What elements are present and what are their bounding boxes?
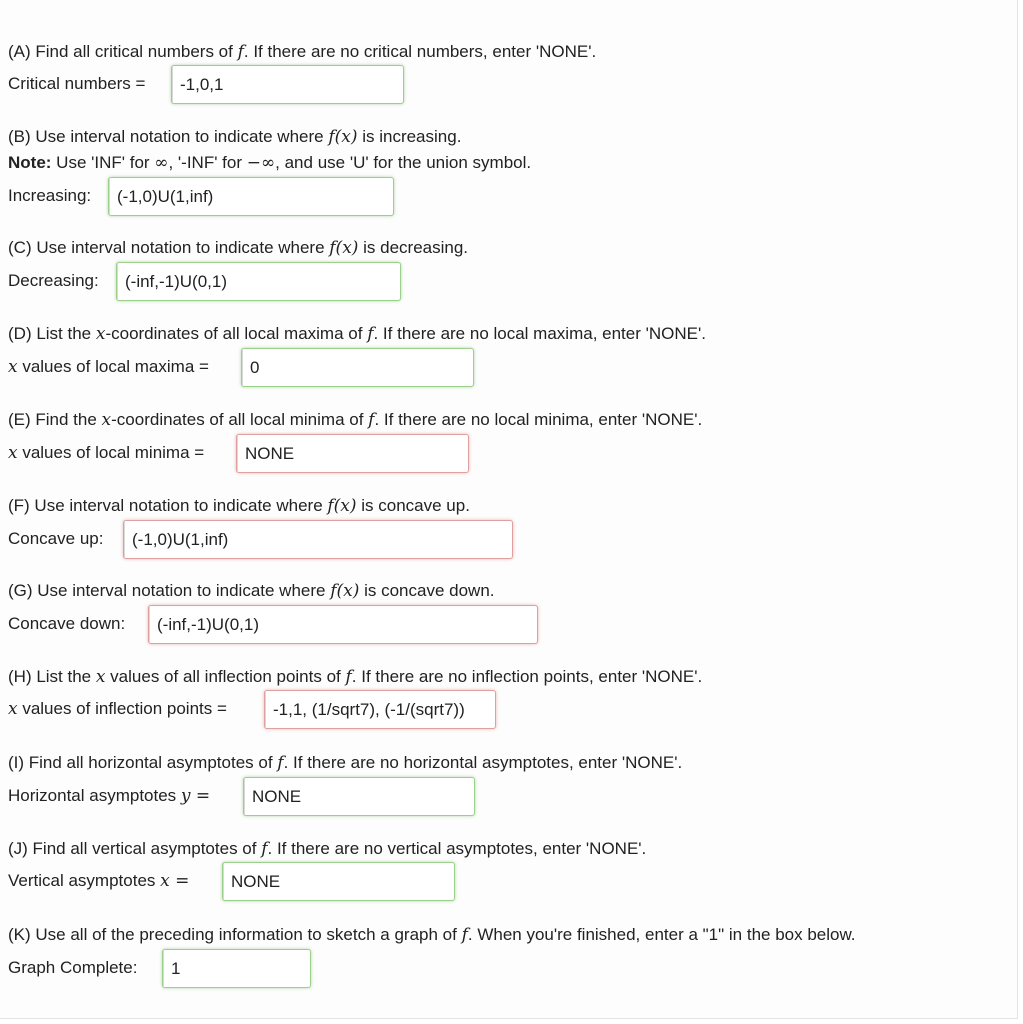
question-c [8,238,468,258]
equals-sign: = [169,871,190,891]
question-j [8,839,646,859]
math-fx: f(x) [330,581,360,601]
label-text: Vertical asymptotes [8,871,161,890]
decreasing-input[interactable]: (-inf,-1)U(0,1) [116,262,401,301]
label-text: Horizontal asymptotes [8,786,181,805]
question-text: values of all inflection points of [105,667,346,686]
question-text: (A) Find all critical numbers of [8,42,238,61]
math-x: x [8,443,18,463]
math-x: x [95,324,106,344]
question-a [8,42,596,62]
note-label: Note: [8,153,52,172]
question-text: (I) Find all horizontal asymptotes of [8,753,278,772]
question-text: (C) Use interval notation to indicate where [8,238,330,257]
math-x: x [160,871,170,891]
label-concave-down: Concave down: [8,614,126,633]
math-x: x [101,410,112,430]
question-text: is concave up. [356,496,470,515]
question-text: (K) Use all of the preceding information to sketch a graph of [8,925,462,944]
question-text: (F) Use interval notation to indicate where [8,496,328,515]
question-text: (D) List the [8,324,96,343]
local-minima-input[interactable]: NONE [236,434,469,473]
inflection-points-input[interactable]: -1,1, (1/sqrt7), (-1/(sqrt7)) [264,690,496,729]
label-critical-numbers: Critical numbers = [8,74,146,93]
neg-infinity-symbol: −∞ [246,153,276,173]
label-concave-up: Concave up: [8,529,104,548]
question-text: is increasing. [357,127,462,146]
question-k [8,925,856,945]
question-text: . If there are no local maxima, enter 'NONE'. [373,324,706,343]
infinity-symbol: ∞ [154,153,169,173]
math-f: f [367,324,374,344]
question-text: (E) Find the [8,410,102,429]
question-text: . If there are no inflection points, enter 'NONE'. [351,667,703,686]
math-y: y [180,786,191,806]
note-part: , '-INF' for [168,153,247,172]
question-text: (H) List the [8,667,96,686]
question-e [8,410,702,430]
question-text: . When you're finished, enter a "1" in the box below. [467,925,856,944]
question-i [8,753,682,773]
question-f [8,496,470,516]
question-text: -coordinates of all local maxima of [105,324,368,343]
question-text: . If there are no local minima, enter 'NONE'. [374,410,703,429]
note-part: Use 'INF' for [51,153,155,172]
math-f: f [461,925,468,945]
question-text: is concave down. [359,581,495,600]
math-fx: f(x) [327,496,357,516]
question-text: (B) Use interval notation to indicate where [8,127,329,146]
label-inflection-points [8,699,227,719]
label-graph-complete: Graph Complete: [8,958,138,977]
label-vertical-asymptotes [8,871,189,891]
label-text: values of inflection points = [17,699,227,718]
question-text: . If there are no critical numbers, enter 'NONE'. [243,42,597,61]
math-fx: f(x) [328,127,358,147]
question-b [8,127,461,147]
math-x: x [95,667,106,687]
question-text: is decreasing. [358,238,469,257]
local-maxima-input[interactable]: 0 [241,348,474,387]
question-h [8,667,702,687]
question-text: . If there are no vertical asymptotes, enter 'NONE'. [267,839,647,858]
math-x: x [8,357,18,377]
increasing-input[interactable]: (-1,0)U(1,inf) [108,177,394,216]
label-decreasing: Decreasing: [8,271,99,290]
math-f: f [368,410,375,430]
graph-complete-input[interactable]: 1 [162,949,311,988]
question-text: -coordinates of all local minima of [111,410,369,429]
math-f: f [261,839,268,859]
label-text: values of local minima = [17,443,205,462]
concave-up-input[interactable]: (-1,0)U(1,inf) [123,520,513,559]
critical-numbers-input[interactable]: -1,0,1 [171,65,404,104]
math-fx: f(x) [329,238,359,258]
math-f: f [277,753,284,773]
equals-sign: = [190,786,211,806]
label-text: values of local maxima = [17,357,209,376]
vertical-asymptotes-input[interactable]: NONE [222,862,455,901]
math-f: f [237,42,244,62]
label-local-maxima [8,357,209,377]
math-f: f [345,667,352,687]
question-d [8,324,706,344]
math-x: x [8,699,18,719]
question-text: (J) Find all vertical asymptotes of [8,839,262,858]
question-g [8,581,495,601]
note-part: , and use 'U' for the union symbol. [275,153,532,172]
label-local-minima [8,443,204,463]
concave-down-input[interactable]: (-inf,-1)U(0,1) [148,605,538,644]
question-text: (G) Use interval notation to indicate where [8,581,331,600]
label-horizontal-asymptotes [8,786,210,806]
horizontal-asymptotes-input[interactable]: NONE [243,777,475,816]
note-text [8,153,531,173]
label-increasing: Increasing: [8,186,92,205]
question-text: . If there are no horizontal asymptotes, enter 'NONE'. [283,753,683,772]
